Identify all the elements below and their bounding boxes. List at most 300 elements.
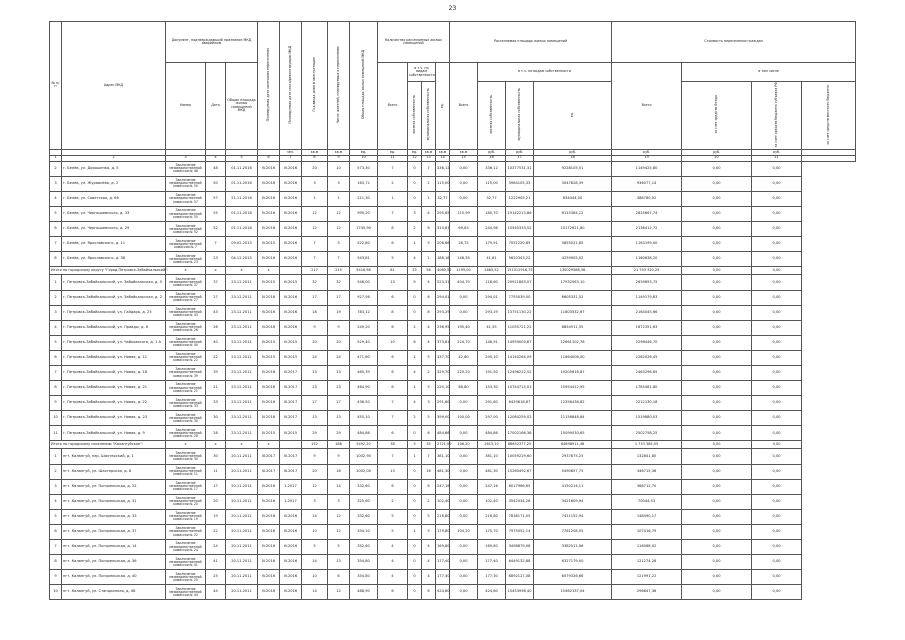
cell-c5: 0,00 — [752, 350, 802, 365]
cell-number: 28 — [206, 426, 226, 441]
cell-a1: 354,80 — [350, 570, 378, 585]
cell-a4: 424,60 — [478, 585, 506, 600]
cell-c3: 2463296,65 — [612, 365, 682, 380]
cell-res: 12 — [328, 524, 350, 539]
table-row — [50, 524, 856, 539]
cell-c3: 368712,70 — [612, 479, 682, 494]
cell-c2: 7411152,94 — [534, 509, 612, 524]
cell-a2: 484,86 — [436, 426, 450, 441]
cell-plan-end: IV.2016 — [258, 191, 280, 206]
header-residents: Число жителей, планируемых к переселению — [335, 46, 340, 124]
cell-c3: 2212130,18 — [612, 396, 682, 411]
cell-c5: 0,00 — [752, 252, 802, 267]
cell-r2: 0 — [408, 479, 422, 494]
cell-r2: 0 — [408, 426, 422, 441]
cell-date: 20.11.2011 — [226, 449, 258, 464]
cell-yr: 13 — [302, 365, 328, 380]
cell-number: 22 — [206, 350, 226, 365]
cell-c2: 15462137,04 — [534, 585, 612, 600]
header-area-resettle: Общая площадь жилых помещений МКД — [226, 63, 258, 150]
column-number-cell: 9 — [328, 155, 350, 161]
cell-row-no: 3 — [50, 305, 62, 320]
cell-c2: 7761208,55 — [534, 524, 612, 539]
cell-plan-end: IV.2015 — [258, 237, 280, 252]
cell-c3: 296847,36 — [612, 585, 682, 600]
cell-number: 55 — [206, 207, 226, 222]
unit-cell: ед. — [408, 149, 422, 155]
cell-c1: 12496222,52 — [506, 365, 534, 380]
cell-a1: 529,40 — [350, 335, 378, 350]
cell-c1: 3498879,08 — [506, 540, 534, 555]
cell-c3: 1519880,03 — [612, 411, 682, 426]
cell-number: 21 — [206, 381, 226, 396]
cell-yr: 20 — [302, 464, 328, 479]
cell-doc: Заключение межведомственной комиссии № 37 — [166, 275, 206, 290]
cell-yr: 29 — [302, 426, 328, 441]
table-row — [50, 585, 856, 600]
cell-c4: 0,00 — [682, 207, 752, 222]
cell-doc: x — [166, 441, 206, 449]
cell-res: 17 — [328, 290, 350, 305]
cell-c4: 0,00 — [682, 290, 752, 305]
cell-address: г. Петровск-Забайкальский, ул. Чайковского, д. 1 А — [62, 335, 166, 350]
cell-plan-demolition: IV.2016 — [280, 305, 302, 320]
header-doc: Документ, подтверждающий признание МКД аварийным — [166, 22, 258, 63]
cell-r2: 1 — [408, 524, 422, 539]
cell-c5: 0,00 — [752, 449, 802, 464]
cell-yr: 17 — [302, 290, 328, 305]
cell-c5: 0,00 — [752, 524, 802, 539]
cell-a3: 195,40 — [450, 320, 478, 335]
cell-c3: 1149425,80 — [612, 161, 682, 176]
cell-c3: 107416,79 — [612, 524, 682, 539]
cell-c1: 12064259,02 — [506, 411, 534, 426]
cell-res: 12 — [328, 222, 350, 237]
cell-c3: 2825667,74 — [612, 207, 682, 222]
cell-r2: 0 — [408, 290, 422, 305]
cell-date: 20.11.2011 — [226, 540, 258, 555]
cell-r1: 13 — [378, 464, 408, 479]
cell-r2: 2 — [408, 411, 422, 426]
table-row — [50, 396, 856, 411]
cell-c1: 10377531,31 — [506, 161, 534, 176]
cell-r1: 13 — [378, 275, 408, 290]
cell-c2: 3047828,39 — [534, 176, 612, 191]
cell-c4: 0,00 — [682, 191, 752, 206]
cell-plan-end: IV.2016 — [258, 585, 280, 600]
unit-cell: ед. — [378, 149, 408, 155]
cell-a3: 0,00 — [450, 509, 478, 524]
cell-res: 19 — [328, 305, 350, 320]
cell-plan-demolition — [280, 267, 302, 275]
cell-address: г. Петровск-Забайкальский, ул. Правды, д. 6 — [62, 320, 166, 335]
cell-yr: 14 — [302, 555, 328, 570]
table-row — [50, 411, 856, 426]
unit-cell: чел. — [280, 149, 302, 155]
cell-r3: 4 — [422, 555, 436, 570]
cell-a1: 163,72 — [350, 176, 378, 191]
cell-address: пгт. Калангуй, ул. Погорельская, д. 36 — [62, 555, 166, 570]
cell-c4: 0,00 — [682, 350, 752, 365]
cell-yr: 7 — [302, 237, 328, 252]
cell-plan-demolition: III.2017 — [280, 464, 302, 479]
cell-a1: 465,39 — [350, 365, 378, 380]
cell-a1: 354,80 — [350, 555, 378, 570]
cell-row-no: 1 — [50, 449, 62, 464]
cell-number: 40 — [206, 335, 226, 350]
cell-date: 23.12.2011 — [226, 350, 258, 365]
subtotal-label: Итого по городскому поселению "Калангуйское": — [50, 441, 166, 449]
cell-a1: 488,90 — [350, 585, 378, 600]
cell-r2: 0 — [408, 570, 422, 585]
cell-c3: 132841,80 — [612, 449, 682, 464]
cell-res: 24 — [328, 350, 350, 365]
header-area-private: частная собственность — [488, 95, 493, 135]
cell-doc: Заключение межведомственной комиссии № 30 — [166, 411, 206, 426]
cell-c4: 0,00 — [682, 267, 752, 275]
cell-a1: 999,20 — [350, 207, 378, 222]
cell-c1: 13751130,22 — [506, 305, 534, 320]
cell-date: 23.12.2011 — [226, 335, 258, 350]
cell-c2: 6079326,66 — [534, 570, 612, 585]
cell-number: 57 — [206, 191, 226, 206]
cell-c2: 130029588,36 — [534, 267, 612, 275]
cell-a1: 352,60 — [350, 540, 378, 555]
table-row — [50, 350, 856, 365]
cell-c1: 7755039,00 — [506, 290, 534, 305]
cell-a2: 236,95 — [436, 320, 450, 335]
cell-r1: 6 — [378, 237, 408, 252]
cell-r2: 3 — [408, 441, 422, 449]
cell-row-no: 8 — [50, 252, 62, 267]
cell-res: 9 — [328, 449, 350, 464]
cell-row-no: 5 — [50, 207, 62, 222]
cell-date: 23.12.2011 — [226, 290, 258, 305]
cell-r3: 56 — [422, 267, 436, 275]
cell-r1: 7 — [378, 161, 408, 176]
cell-doc: Заключение межведомственной комиссии № 57 — [166, 191, 206, 206]
cell-date: 04.12.2015 — [226, 252, 258, 267]
cell-doc: Заключение межведомственной комиссии № 55 — [166, 207, 206, 222]
cell-c1: 15260492,67 — [506, 464, 534, 479]
header-area-unit: ед. — [569, 112, 574, 118]
cell-yr: 152 — [302, 441, 328, 449]
cell-r2: 3 — [408, 207, 422, 222]
cell-a1: 332,60 — [350, 509, 378, 524]
cell-r3: 6 — [422, 222, 436, 237]
subtotal-row — [50, 267, 856, 275]
cell-c2: 15099530,65 — [534, 426, 612, 441]
cell-a3: 0,00 — [450, 396, 478, 411]
cell-res: 188 — [328, 441, 350, 449]
cell-a2: 216,80 — [436, 509, 450, 524]
column-number-cell: 16 — [478, 155, 506, 161]
cell-a3: 0,00 — [450, 426, 478, 441]
cell-a2: 295,65 — [436, 207, 450, 222]
cell-row-no: 8 — [50, 555, 62, 570]
cell-plan-demolition: IV.2017 — [280, 411, 302, 426]
cell-a1: 573,30 — [350, 161, 378, 176]
cell-a3: 0,00 — [450, 191, 478, 206]
header-plan-end: Планируемая дата окончания переселения — [265, 47, 270, 122]
column-number-cell: 10 — [350, 155, 378, 161]
cell-date: 01.11.2016 — [226, 161, 258, 176]
table-row — [50, 381, 856, 396]
cell-res: 1 — [328, 191, 350, 206]
cell-r2: 4 — [408, 252, 422, 267]
resettlement-table — [49, 21, 856, 600]
cell-c4: 0,00 — [682, 275, 752, 290]
cell-c3: 346715,36 — [612, 464, 682, 479]
cell-r3: 5 — [422, 381, 436, 396]
cell-row-no: 5 — [50, 509, 62, 524]
table-row — [50, 540, 856, 555]
cell-c4: 0,00 — [682, 411, 752, 426]
cell-plan-demolition: IV.2016 — [280, 191, 302, 206]
cell-plan-end: IV.2016 — [258, 290, 280, 305]
cell-c5: 0,00 — [752, 494, 802, 509]
cell-yr: 12 — [302, 207, 328, 222]
cell-date: 01.11.2016 — [226, 207, 258, 222]
cell-c4: 0,00 — [682, 555, 752, 570]
cell-a1: 325,60 — [350, 494, 378, 509]
cell-c3: 121274,28 — [612, 555, 682, 570]
cell-date: 23.12.2011 — [226, 411, 258, 426]
cell-r3: 1 — [422, 252, 436, 267]
cell-r1: 38 — [378, 441, 408, 449]
cell-c3: 1160638,20 — [612, 252, 682, 267]
cell-yr: 18 — [302, 305, 328, 320]
cell-a4: 295,10 — [478, 350, 506, 365]
cell-r2: 0 — [408, 585, 422, 600]
cell-plan-end: IV.2016 — [258, 555, 280, 570]
cell-row-no: 4 — [50, 191, 62, 206]
table-row — [50, 275, 856, 290]
cell-r2: 0 — [408, 191, 422, 206]
cell-doc: Заключение межведомственной комиссии № 7 — [166, 237, 206, 252]
cell-plan-demolition: IV.2016 — [280, 222, 302, 237]
cell-address: г. Петровск-Забайкальский, ул. Новая, д. 22 — [62, 396, 166, 411]
cell-c2: 5855021,85 — [534, 237, 612, 252]
cell-c1: 5620343,22 — [506, 252, 534, 267]
cell-c3: 2298446,70 — [612, 335, 682, 350]
cell-a3: 0,00 — [450, 464, 478, 479]
table-row — [50, 555, 856, 570]
cell-c3: 2639893,75 — [612, 275, 682, 290]
cell-a1: 546,00 — [350, 275, 378, 290]
cell-a2: 373,61 — [436, 335, 450, 350]
cell-address: пгт. Калангуй, ул. Погорельская, д. 40 — [62, 570, 166, 585]
cell-plan-demolition: III.2017 — [280, 449, 302, 464]
cell-r3: 8 — [422, 305, 436, 320]
cell-c3: 1149179,83 — [612, 290, 682, 305]
cell-a1: 464,90 — [350, 381, 378, 396]
cell-a1: 522,80 — [350, 237, 378, 252]
cell-address: г. Петровск-Забайкальский, ул. Новая, д. 9 — [62, 426, 166, 441]
cell-r3: 5 — [422, 509, 436, 524]
cell-date: 23.12.2011 — [226, 275, 258, 290]
column-number-cell: 17 — [506, 155, 534, 161]
table-row — [50, 494, 856, 509]
cell-r2: 25 — [408, 267, 422, 275]
unit-cell: кв.м — [450, 149, 478, 155]
cell-c4: 0,00 — [682, 320, 752, 335]
cell-c2: 8854911,55 — [534, 320, 612, 335]
cell-r3: 5 — [422, 524, 436, 539]
subtotal-row — [50, 441, 856, 449]
cell-a4: 297,00 — [478, 411, 506, 426]
header-rooms-total: Всего — [378, 63, 408, 150]
cell-r3: 16 — [422, 464, 436, 479]
cell-doc: Заключение межведомственной комиссии № 22 — [166, 524, 206, 539]
cell-a2: 329,70 — [436, 365, 450, 380]
header-year-built: Год ввода дома в эксплуатацию — [311, 57, 316, 112]
cell-c5: 0,00 — [752, 509, 802, 524]
cell-address: пгт. Калангуй, ул. Станционная, д. 46 — [62, 585, 166, 600]
cell-a4: 118,60 — [478, 275, 506, 290]
cell-c3: 2164045,66 — [612, 305, 682, 320]
cell-yr: 32 — [302, 275, 328, 290]
cell-plan-demolition: IV.2015 — [280, 335, 302, 350]
cell-r2: 0 — [408, 540, 422, 555]
cell-c5: 0,00 — [752, 237, 802, 252]
cell-c3: 1 733 385,05 — [612, 441, 682, 449]
cell-r2: 0 — [408, 464, 422, 479]
cell-doc: Заключение межведомственной комиссии № 43 — [166, 305, 206, 320]
cell-res: 3 — [328, 237, 350, 252]
cell-plan-end: IV.2015 — [258, 350, 280, 365]
cell-plan-end: IV.2015 — [258, 426, 280, 441]
cell-plan-demolition: III.2017 — [280, 381, 302, 396]
cell-row-no: 5 — [50, 335, 62, 350]
cell-c5: 0,00 — [752, 222, 802, 237]
cell-a4: 148,91 — [478, 335, 506, 350]
cell-address: пгт. Калангуй, ул. Погорельская, д. 31 — [62, 494, 166, 509]
cell-r1: 6 — [378, 320, 408, 335]
cell-c2: 4259905,02 — [534, 252, 612, 267]
cell-c5: 0,00 — [752, 585, 802, 600]
cell-a3: 0,00 — [450, 494, 478, 509]
cell-plan-end: IV.2016 — [258, 540, 280, 555]
cell-a4: 177,30 — [478, 570, 506, 585]
cell-r1: 7 — [378, 207, 408, 222]
cell-c5: 0,00 — [752, 540, 802, 555]
cell-c5: 0,00 — [752, 365, 802, 380]
cell-number: 48 — [206, 161, 226, 176]
cell-c2: 12356438,82 — [534, 396, 612, 411]
cell-number: x — [206, 267, 226, 275]
cell-res: 13 — [328, 555, 350, 570]
cell-number: 44 — [206, 585, 226, 600]
cell-a1: 455,10 — [350, 411, 378, 426]
cell-a1: 332,60 — [350, 479, 378, 494]
cell-row-no: 6 — [50, 524, 62, 539]
cell-row-no: 2 — [50, 290, 62, 305]
cell-date: 23.12.2011 — [226, 320, 258, 335]
cell-c1: 15453998,40 — [506, 585, 534, 600]
cell-r3: 6 — [422, 426, 436, 441]
cell-a1: 927,56 — [350, 290, 378, 305]
cell-yr: 5 — [302, 540, 328, 555]
cell-c1: 6892127,08 — [506, 570, 534, 585]
cell-c5: 0,00 — [752, 305, 802, 320]
cell-plan-end: IV.2016 — [258, 222, 280, 237]
cell-doc: Заключение межведомственной комиссии № 26 — [166, 320, 206, 335]
header-rooms-ownership: в т.ч. по видам собственности — [408, 63, 436, 82]
cell-a4: 484,86 — [478, 426, 506, 441]
cell-plan-demolition: IV.2016 — [280, 176, 302, 191]
cell-number: 24 — [206, 540, 226, 555]
cell-plan-end: III.2017 — [258, 449, 280, 464]
cell-r1: 6 — [378, 585, 408, 600]
cell-a3: 0,00 — [450, 161, 478, 176]
cell-plan-demolition: IV.2016 — [280, 290, 302, 305]
cell-r1: 2 — [378, 176, 408, 191]
cell-yr: 10 — [302, 570, 328, 585]
cell-row-no: 10 — [50, 585, 62, 600]
cell-r3: 2 — [422, 365, 436, 380]
cell-a1: 1002,90 — [350, 449, 378, 464]
cell-r1: 81 — [378, 267, 408, 275]
cell-number: x — [206, 441, 226, 449]
column-number-cell: 12 — [408, 155, 422, 161]
cell-c2: 3421609,94 — [534, 494, 612, 509]
cell-plan-end: IV.2016 — [258, 252, 280, 267]
cell-c3: 388780,02 — [612, 191, 682, 206]
cell-c5: 0,00 — [752, 464, 802, 479]
cell-c4: 0,00 — [682, 494, 752, 509]
table-row — [50, 320, 856, 335]
cell-yr: 3 — [302, 176, 328, 191]
cell-r1: 8 — [378, 305, 408, 320]
cell-a4: 336,12 — [478, 161, 506, 176]
cell-c2: 2937875,25 — [534, 449, 612, 464]
cell-a4: 179,91 — [478, 237, 506, 252]
cell-c4: 0,00 — [682, 161, 752, 176]
cell-a3: 0,00 — [450, 540, 478, 555]
cell-plan-demolition — [280, 441, 302, 449]
cell-a4: 216,80 — [478, 509, 506, 524]
cell-c4: 0,00 — [682, 585, 752, 600]
cell-c4: 0,00 — [682, 441, 752, 449]
cell-a4: 115,00 — [478, 176, 506, 191]
cell-res: 12 — [328, 509, 350, 524]
cell-a1: 436,50 — [350, 396, 378, 411]
unit-cell: руб. — [682, 149, 752, 155]
cell-row-no: 2 — [50, 464, 62, 479]
cell-a4: 244,98 — [478, 222, 506, 237]
cell-row-no: 6 — [50, 222, 62, 237]
cell-row-no: 3 — [50, 176, 62, 191]
cell-a3: 69,63 — [450, 222, 478, 237]
cell-doc: x — [166, 267, 206, 275]
cell-date: 09.02.2015 — [226, 237, 258, 252]
cell-plan-end: IV.2016 — [258, 494, 280, 509]
cell-c4: 0,00 — [682, 524, 752, 539]
cell-address: г. Петровск-Забайкальский, ул. Новая, д. 21 — [62, 381, 166, 396]
cell-plan-demolition: IV.2016 — [280, 540, 302, 555]
cell-r1: 4 — [378, 555, 408, 570]
cell-res: 6 — [328, 570, 350, 585]
cell-r1: 4 — [378, 570, 408, 585]
cell-r3: 4 — [422, 320, 436, 335]
cell-number: 26 — [206, 320, 226, 335]
cell-c5: 0,00 — [752, 207, 802, 222]
cell-a4: 247,16 — [478, 479, 506, 494]
table-body — [50, 161, 856, 600]
cell-address: г. Белёв, ул. Дорошенко, д. 5 — [62, 161, 166, 176]
cell-res: 7 — [328, 252, 350, 267]
